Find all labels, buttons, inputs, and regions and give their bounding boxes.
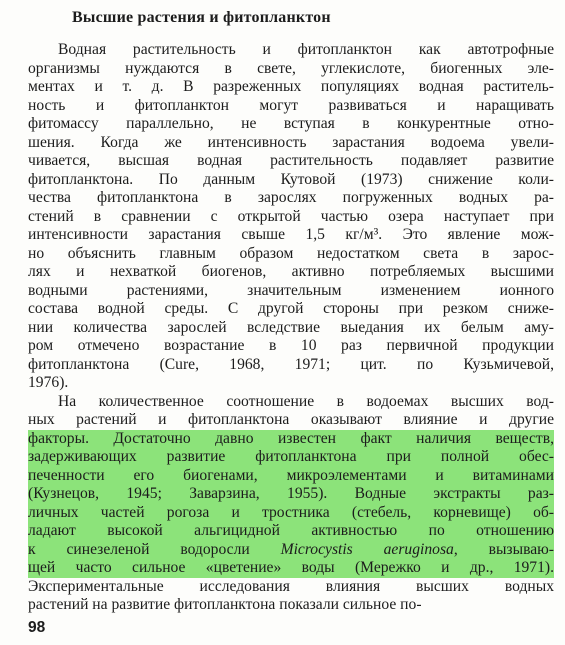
text-line: фитомассу параллельно, не вступая в конкурентные отно-: [28, 115, 554, 132]
text-line: чества фитопланктона в зарослях погруженных водных ра-: [28, 189, 554, 206]
text-line: нии количества зарослей вследствие выедания их белым аму-: [28, 318, 554, 336]
text-line: лях и нехваткой биогенов, активно потребляемых высшими: [28, 263, 554, 280]
text-line: растений на развитие фитопланктона показали сильное по-: [28, 596, 422, 613]
text-line: ментах и т. д. В разреженных популяциях водная раститель-: [28, 78, 554, 95]
text-line: стений в сравнении с открытой частью озера наступает при: [28, 207, 554, 225]
text-line: 1976).: [28, 374, 69, 391]
highlighted-text-line: факторы. Достаточно давно известен факт наличия веществ,: [28, 429, 554, 447]
text-line: На количественное соотношение в водоемах высших вод-: [58, 392, 554, 410]
text-line: ных растений и фитопланктона оказывают влияние и другие: [28, 411, 554, 428]
highlighted-text-line: щей часто сильное «цветение» воды (Мережко и др., 1971).: [28, 559, 554, 576]
highlighted-text-line: ладают высокой альгицидной активностью по отношению: [28, 522, 554, 539]
text-line: интенсивности зарастания свыше 1,5 кг/м³. Это явление мож-: [28, 226, 554, 243]
highlighted-text-line: к синезеленой водоросли Microcystis aeruginosa, вызываю-: [28, 540, 554, 558]
text-line: фитопланктона (Cure, 1968, 1971; цит. по Кузьмичевой,: [28, 355, 554, 373]
text-line: фитопланктона. По данным Кутовой (1973) снижение коли-: [28, 170, 554, 188]
text-line: водными растениями, значительным изменением ионного: [28, 281, 554, 299]
highlighted-text-line: задерживающих развитие фитопланктона при полной обес-: [28, 448, 554, 465]
species-name: Microcystis aeruginosa: [280, 540, 454, 558]
text-line: ность и фитопланктон могут развиваться и наращивать: [28, 96, 554, 114]
text-line: ром отмечено возрастание в 10 раз первичной продукции: [28, 337, 554, 354]
text-line: шения. Когда же интенсивность зарастания водоема увели-: [28, 133, 554, 151]
section-heading: Высшие растения и фитопланктон: [72, 9, 331, 26]
text-line: чивается, высшая водная растительность подавляет развитие: [28, 152, 554, 169]
text-line: но объяснить главным образом недостатком света в зарос-: [28, 244, 554, 262]
text-line: Водная растительность и фитопланктон как автотрофные: [58, 41, 554, 58]
highlighted-text-line: (Кузнецов, 1945; Заварзина, 1955). Водные экстракты раз-: [28, 485, 554, 502]
body-text: [28, 41, 554, 615]
text-line: организмы нуждаются в свете, углекислоте, биогенных эле-: [28, 59, 554, 77]
page-number: 98: [28, 619, 46, 636]
text-line: Экспериментальные исследования влияния высших водных: [28, 577, 554, 595]
highlighted-text-line: печенности его биогенами, микроэлементами и витаминами: [28, 466, 554, 484]
text-line: состава водной среды. С другой стороны при резком сниже-: [28, 300, 554, 317]
highlighted-text-line: личных частей рогоза и тростника (стебель, корневище) об-: [28, 503, 554, 521]
